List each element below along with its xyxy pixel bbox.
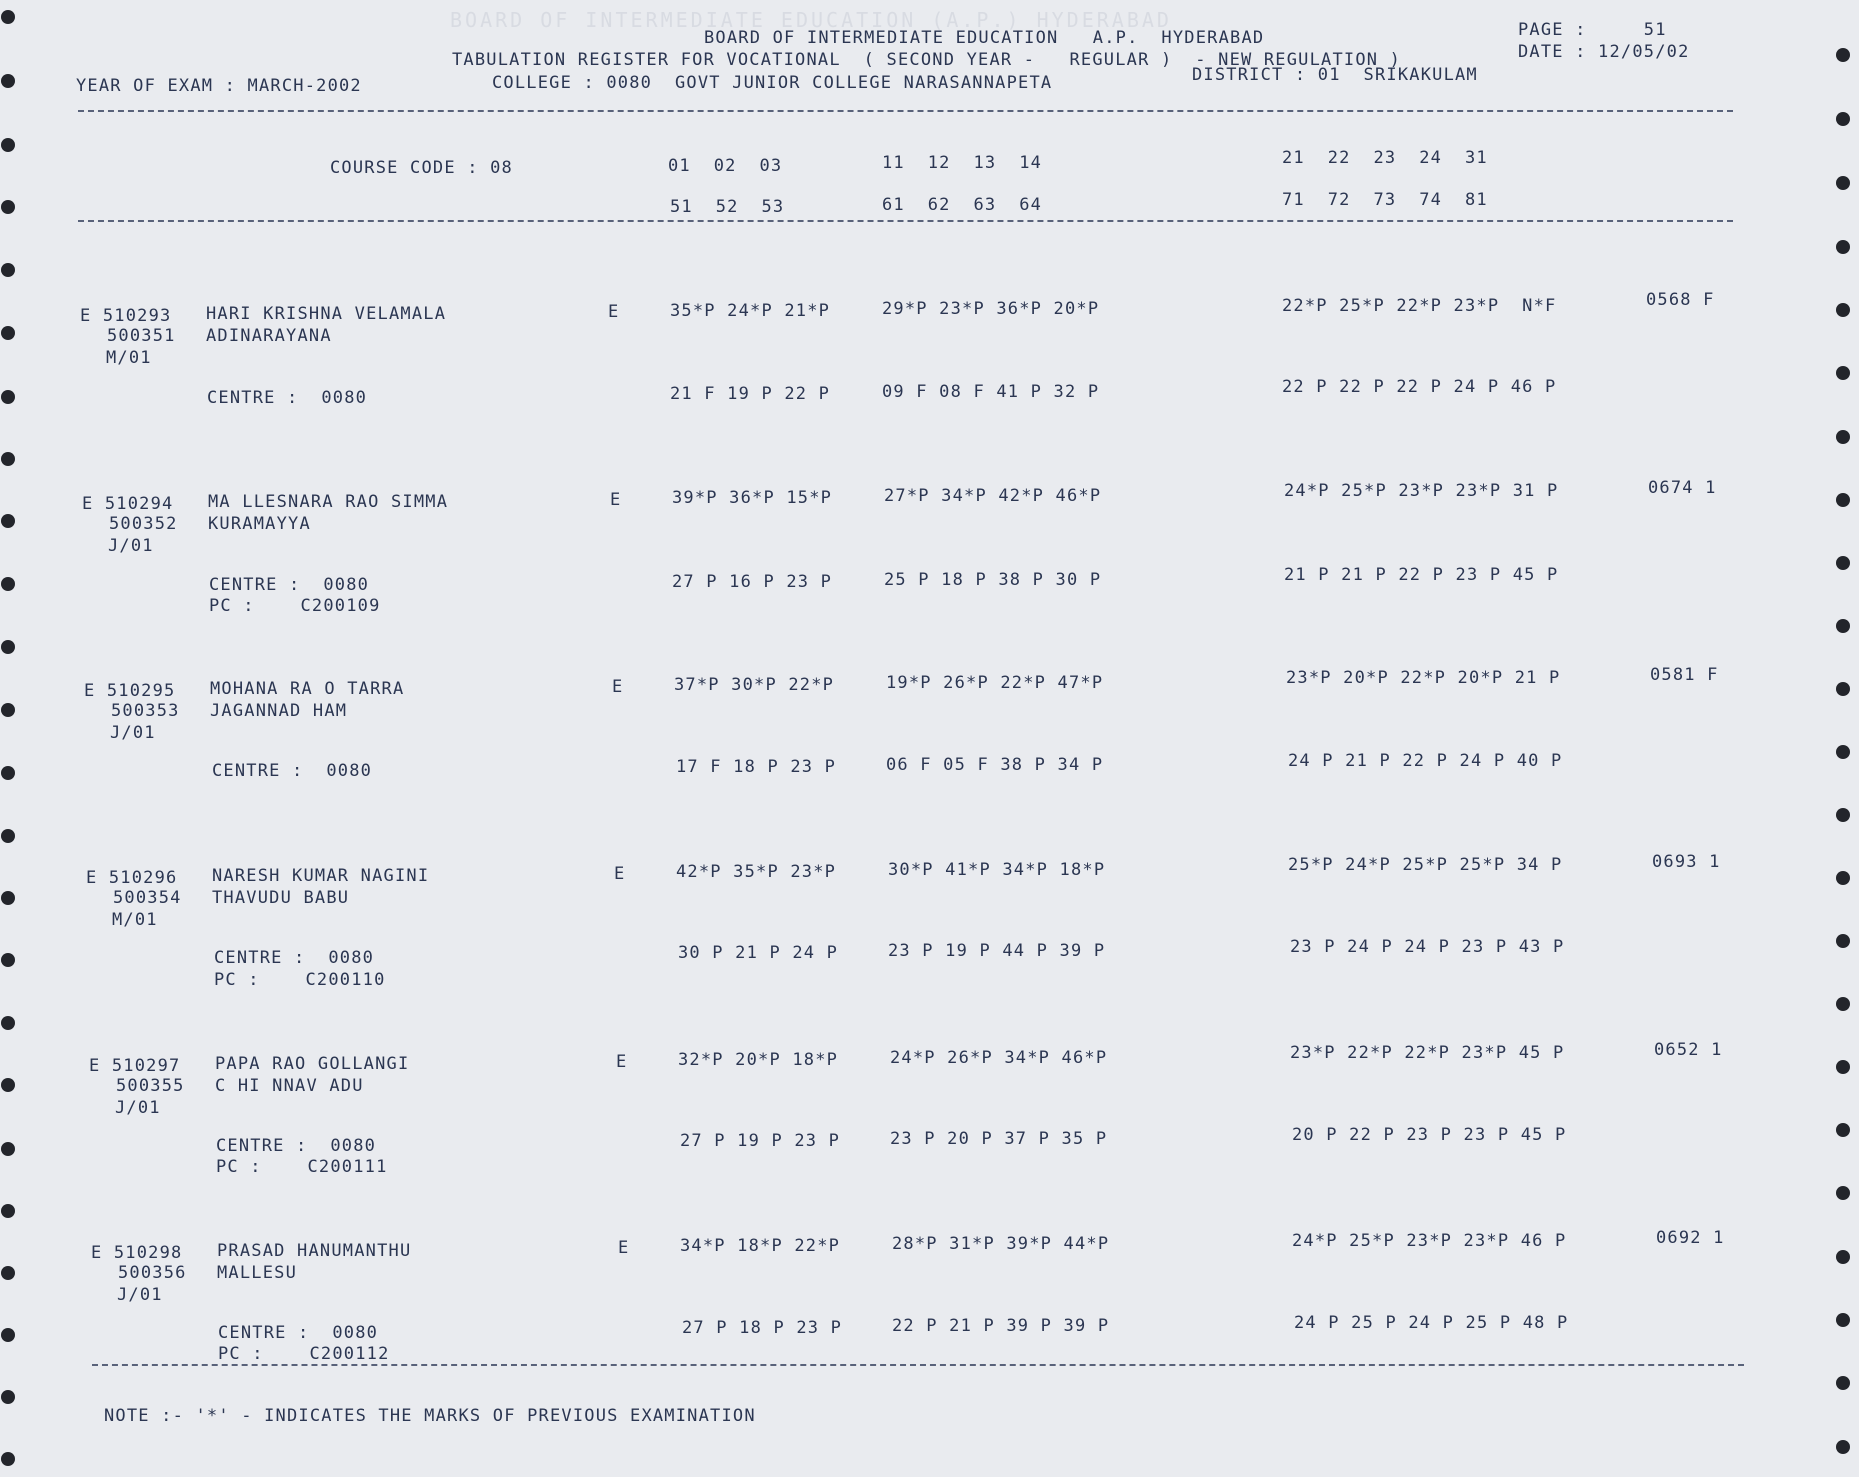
- col-header-1b: 11 12 13 14: [882, 153, 1043, 173]
- marks-row2-a: 27 P 18 P 23 P: [682, 1318, 843, 1338]
- marks-row2-b: 23 P 20 P 37 P 35 P: [890, 1129, 1108, 1149]
- marks-row2-a: 21 F 19 P 22 P: [670, 384, 831, 404]
- ghost-text: BOARD OF INTERMEDIATE EDUCATION (A.P.) HYDERABAD: [450, 8, 1172, 32]
- centre: CENTRE : 0080: [207, 388, 368, 408]
- marks-row2-b: 22 P 21 P 39 P 39 P: [892, 1316, 1110, 1336]
- pc-code: PC : C200109: [209, 596, 381, 616]
- marks-row2-a: 27 P 19 P 23 P: [680, 1131, 841, 1151]
- parent-name: THAVUDU BABU: [212, 888, 350, 908]
- centre: CENTRE : 0080: [212, 761, 373, 781]
- col-header-2a: 51 52 53: [670, 197, 785, 217]
- student-name: HARI KRISHNA VELAMALA: [206, 304, 447, 324]
- page-number: PAGE : 51: [1518, 20, 1667, 40]
- marks-row2-c: 21 P 21 P 22 P 23 P 45 P: [1284, 565, 1559, 585]
- student-group: J/01: [108, 536, 154, 556]
- divider: [92, 1364, 1744, 1366]
- marks-row2-a: 27 P 16 P 23 P: [672, 572, 833, 592]
- marks-row1-b: 28*P 31*P 39*P 44*P: [892, 1234, 1110, 1254]
- student-id: E 510298: [91, 1243, 183, 1263]
- col-header-1c: 21 22 23 24 31: [1282, 148, 1488, 168]
- student-group: M/01: [106, 348, 152, 368]
- total-result: 0693 1: [1652, 852, 1721, 872]
- pc-code: PC : C200110: [214, 970, 386, 990]
- marks-row1-c: 22*P 25*P 22*P 23*P N*F: [1282, 296, 1557, 316]
- student-code: 500351: [107, 326, 176, 346]
- marks-row2-c: 24 P 25 P 24 P 25 P 48 P: [1294, 1313, 1569, 1333]
- centre: CENTRE : 0080: [209, 575, 370, 595]
- marks-row2-b: 23 P 19 P 44 P 39 P: [888, 941, 1106, 961]
- marks-row2-a: 17 F 18 P 23 P: [676, 757, 837, 777]
- medium: E: [616, 1052, 628, 1072]
- marks-row1-c: 23*P 20*P 22*P 20*P 21 P: [1286, 668, 1561, 688]
- marks-row2-b: 06 F 05 F 38 P 34 P: [886, 755, 1104, 775]
- marks-row2-c: 23 P 24 P 24 P 23 P 43 P: [1290, 937, 1565, 957]
- marks-row2-b: 25 P 18 P 38 P 30 P: [884, 570, 1102, 590]
- centre: CENTRE : 0080: [214, 948, 375, 968]
- parent-name: JAGANNAD HAM: [210, 701, 348, 721]
- student-id: E 510297: [89, 1056, 181, 1076]
- total-result: 0674 1: [1648, 478, 1717, 498]
- marks-row1-a: 37*P 30*P 22*P: [674, 675, 835, 695]
- college-line: COLLEGE : 0080 GOVT JUNIOR COLLEGE NARASANNAPETA: [492, 73, 1053, 93]
- divider: [78, 110, 1733, 112]
- marks-row1-a: 39*P 36*P 15*P: [672, 488, 833, 508]
- student-name: MA LLESNARA RAO SIMMA: [208, 492, 449, 512]
- board-title: BOARD OF INTERMEDIATE EDUCATION A.P. HYDERABAD: [704, 28, 1265, 48]
- col-header-1a: 01 02 03: [668, 156, 783, 176]
- student-id: E 510296: [86, 868, 178, 888]
- total-result: 0568 F: [1646, 290, 1715, 310]
- student-code: 500353: [111, 701, 180, 721]
- footnote: NOTE :- '*' - INDICATES THE MARKS OF PREVIOUS EXAMINATION: [104, 1406, 756, 1426]
- student-group: M/01: [112, 910, 158, 930]
- marks-row1-c: 23*P 22*P 22*P 23*P 45 P: [1290, 1043, 1565, 1063]
- total-result: 0581 F: [1650, 665, 1719, 685]
- district-line: DISTRICT : 01 SRIKAKULAM: [1192, 65, 1478, 85]
- student-code: 500352: [109, 514, 178, 534]
- medium: E: [610, 490, 622, 510]
- student-name: PAPA RAO GOLLANGI: [215, 1054, 410, 1074]
- student-id: E 510293: [80, 306, 172, 326]
- medium: E: [618, 1238, 630, 1258]
- centre: CENTRE : 0080: [218, 1323, 379, 1343]
- col-header-2c: 71 72 73 74 81: [1282, 190, 1488, 210]
- centre: CENTRE : 0080: [216, 1136, 377, 1156]
- pc-code: PC : C200112: [218, 1344, 390, 1364]
- parent-name: KURAMAYYA: [208, 514, 311, 534]
- marks-row1-b: 29*P 23*P 36*P 20*P: [882, 299, 1100, 319]
- pc-code: PC : C200111: [216, 1157, 388, 1177]
- student-name: NARESH KUMAR NAGINI: [212, 866, 430, 886]
- year-of-exam: YEAR OF EXAM : MARCH-2002: [76, 76, 362, 96]
- marks-row1-c: 24*P 25*P 23*P 23*P 46 P: [1292, 1231, 1567, 1251]
- marks-row2-c: 24 P 21 P 22 P 24 P 40 P: [1288, 751, 1563, 771]
- col-header-2b: 61 62 63 64: [882, 195, 1043, 215]
- student-group: J/01: [110, 723, 156, 743]
- marks-row1-a: 42*P 35*P 23*P: [676, 862, 837, 882]
- student-group: J/01: [115, 1098, 161, 1118]
- marks-row1-a: 34*P 18*P 22*P: [680, 1236, 841, 1256]
- parent-name: MALLESU: [217, 1263, 298, 1283]
- medium: E: [608, 302, 620, 322]
- student-code: 500354: [113, 888, 182, 908]
- marks-row1-b: 27*P 34*P 42*P 46*P: [884, 486, 1102, 506]
- total-result: 0692 1: [1656, 1228, 1725, 1248]
- medium: E: [614, 864, 626, 884]
- register-title: TABULATION REGISTER FOR VOCATIONAL ( SECOND YEAR - REGULAR ) - NEW REGULATION ): [452, 50, 1402, 70]
- student-id: E 510295: [84, 681, 176, 701]
- student-name: PRASAD HANUMANTHU: [217, 1241, 412, 1261]
- marks-row2-b: 09 F 08 F 41 P 32 P: [882, 382, 1100, 402]
- medium: E: [612, 677, 624, 697]
- marks-row1-b: 30*P 41*P 34*P 18*P: [888, 860, 1106, 880]
- marks-row1-c: 24*P 25*P 23*P 23*P 31 P: [1284, 481, 1559, 501]
- course-code: COURSE CODE : 08: [330, 158, 513, 178]
- student-group: J/01: [117, 1285, 163, 1305]
- marks-row1-c: 25*P 24*P 25*P 25*P 34 P: [1288, 855, 1563, 875]
- print-date: DATE : 12/05/02: [1518, 42, 1690, 62]
- marks-row1-a: 35*P 24*P 21*P: [670, 301, 831, 321]
- marks-row1-a: 32*P 20*P 18*P: [678, 1050, 839, 1070]
- marks-row2-c: 20 P 22 P 23 P 23 P 45 P: [1292, 1125, 1567, 1145]
- marks-row1-b: 24*P 26*P 34*P 46*P: [890, 1048, 1108, 1068]
- marks-row1-b: 19*P 26*P 22*P 47*P: [886, 673, 1104, 693]
- parent-name: C HI NNAV ADU: [215, 1076, 364, 1096]
- student-name: MOHANA RA O TARRA: [210, 679, 405, 699]
- student-id: E 510294: [82, 494, 174, 514]
- student-code: 500355: [116, 1076, 185, 1096]
- marks-row2-a: 30 P 21 P 24 P: [678, 943, 839, 963]
- parent-name: ADINARAYANA: [206, 326, 332, 346]
- student-code: 500356: [118, 1263, 187, 1283]
- marks-row2-c: 22 P 22 P 22 P 24 P 46 P: [1282, 377, 1557, 397]
- total-result: 0652 1: [1654, 1040, 1723, 1060]
- divider: [78, 220, 1733, 222]
